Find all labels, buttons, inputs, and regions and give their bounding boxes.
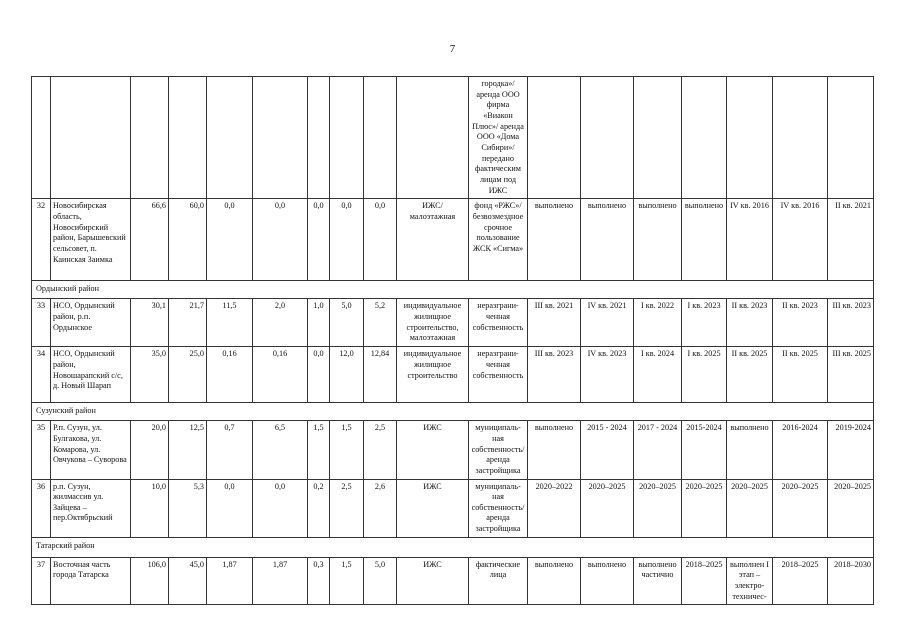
location-cell: НСО, Ордынский район, р.п. Ордынское — [51, 299, 131, 347]
value-cell: 60,0 — [169, 199, 207, 281]
location-cell: Восточная часть города Татарска — [51, 557, 131, 605]
value-cell: 66,6 — [131, 199, 169, 281]
stage-cell: выполнен I этап – электро-техничес- — [727, 557, 773, 605]
stage-cell: 2015 - 2024 — [581, 421, 634, 479]
value-cell: 5,0 — [364, 557, 397, 605]
stage-cell: III кв. 2023 — [528, 347, 581, 403]
value-cell: 12,5 — [169, 421, 207, 479]
section-row — [32, 281, 874, 299]
location-cell: НСО, Ордынский район, Новошарапский с/с, д. Новый Шарап — [51, 347, 131, 403]
stage-cell: I кв. 2024 — [634, 347, 682, 403]
stage-cell: 2020–2022 — [528, 479, 581, 537]
value-cell: 1,0 — [308, 299, 330, 347]
stage-cell: 2018–2030 — [828, 557, 874, 605]
table-row — [32, 347, 874, 403]
stage-cell: 2020–2025 — [727, 479, 773, 537]
value-cell: 0,0 — [330, 199, 364, 281]
value-cell: 11,5 — [207, 299, 253, 347]
value-cell: 2,0 — [253, 299, 308, 347]
value-cell: 0,0 — [207, 479, 253, 537]
value-cell: 0,3 — [308, 557, 330, 605]
stage-cell: 2020–2025 — [634, 479, 682, 537]
row-number: 34 — [32, 347, 51, 403]
value-cell: 1,5 — [308, 421, 330, 479]
stage-cell: I кв. 2022 — [634, 299, 682, 347]
stage-cell: II кв. 2025 — [727, 347, 773, 403]
land-status-cell: фактические лица — [469, 557, 528, 605]
row-number: 33 — [32, 299, 51, 347]
stage-cell: 2015-2024 — [682, 421, 727, 479]
location-cell: Р.п. Сузун, ул. Булгакова, ул. Комарова, ул. Овчукова – Суворова — [51, 421, 131, 479]
stage-cell: IV кв. 2023 — [581, 347, 634, 403]
stage-cell: IV кв. 2016 — [727, 199, 773, 281]
stage-cell: III кв. 2025 — [828, 347, 874, 403]
page-number: 7 — [449, 43, 456, 55]
value-cell: 5,0 — [330, 299, 364, 347]
table-row — [32, 299, 874, 347]
stage-cell: IV кв. 2021 — [581, 299, 634, 347]
stage-cell: 2020–2025 — [828, 479, 874, 537]
value-cell: 25,0 — [169, 347, 207, 403]
building-type-cell: ИЖС/ малоэтажная — [397, 199, 469, 281]
row-number: 32 — [32, 199, 51, 281]
value-cell: 0,2 — [308, 479, 330, 537]
value-cell: 0,0 — [207, 199, 253, 281]
building-type-cell: индивидуальное жилищное строительство, малоэтажная — [397, 299, 469, 347]
data-table — [31, 76, 874, 605]
value-cell: 0,16 — [207, 347, 253, 403]
value-cell: 2,5 — [330, 479, 364, 537]
stage-cell: III кв. 2023 — [828, 299, 874, 347]
table-row — [32, 479, 874, 537]
land-status-cell: муниципаль-ная собственность/ аренда застройщика — [469, 479, 528, 537]
value-cell: 1,5 — [330, 421, 364, 479]
table-row — [32, 557, 874, 605]
table-row — [32, 421, 874, 479]
value-cell: 5,2 — [364, 299, 397, 347]
stage-cell: II кв. 2023 — [773, 299, 828, 347]
stage-cell: II кв. 2021 — [828, 199, 874, 281]
building-type-cell: индивидуальное жилищное строительство — [397, 347, 469, 403]
value-cell: 0,16 — [253, 347, 308, 403]
building-type-cell: ИЖС — [397, 557, 469, 605]
building-type-cell: ИЖС — [397, 479, 469, 537]
stage-cell: выполнено — [634, 199, 682, 281]
stage-cell: выполнено — [682, 199, 727, 281]
stage-cell: выполнено — [528, 557, 581, 605]
value-cell: 10,0 — [131, 479, 169, 537]
value-cell: 12,0 — [330, 347, 364, 403]
building-type-cell: ИЖС — [397, 421, 469, 479]
value-cell: 12,84 — [364, 347, 397, 403]
value-cell: 35,0 — [131, 347, 169, 403]
table-row — [32, 199, 874, 281]
stage-cell: выполнено — [528, 199, 581, 281]
stage-cell: 2020–2025 — [773, 479, 828, 537]
row-number: 35 — [32, 421, 51, 479]
land-status-cell: фонд «РЖС»/ безвозмездное срочное пользование ЖСК «Сигма» — [469, 199, 528, 281]
stage-cell: II кв. 2023 — [727, 299, 773, 347]
section-row — [32, 403, 874, 421]
row-number: 37 — [32, 557, 51, 605]
section-title: Сузунский район — [32, 403, 874, 421]
stage-cell: выполнено — [727, 421, 773, 479]
stage-cell: II кв. 2025 — [773, 347, 828, 403]
stage-cell: 2020–2025 — [581, 479, 634, 537]
section-title: Ордынский район — [32, 281, 874, 299]
location-cell: Новосибирская область, Новосибирский район, Барышевский сельсовет, п. Каинская Заимка — [51, 199, 131, 281]
value-cell: 0,0 — [253, 479, 308, 537]
stage-cell: I кв. 2025 — [682, 347, 727, 403]
value-cell: 20,0 — [131, 421, 169, 479]
section-row — [32, 537, 874, 557]
stage-cell: 2019-2024 — [828, 421, 874, 479]
value-cell: 2,5 — [364, 421, 397, 479]
location-cell: р.п. Сузун, жилмассив ул. Зайцева – пер.Октябрьский — [51, 479, 131, 537]
stage-cell: I кв. 2023 — [682, 299, 727, 347]
land-status-cell: неразграни-ченная собственность — [469, 347, 528, 403]
stage-cell: выполнено — [528, 421, 581, 479]
value-cell: 0,0 — [364, 199, 397, 281]
value-cell: 0,0 — [308, 199, 330, 281]
stage-cell: выполнено — [581, 557, 634, 605]
stage-cell: 2016-2024 — [773, 421, 828, 479]
stage-cell: 2017 - 2024 — [634, 421, 682, 479]
value-cell: 30,1 — [131, 299, 169, 347]
value-cell: 45,0 — [169, 557, 207, 605]
land-status-cell: муниципаль-ная собственность/ аренда застройщика — [469, 421, 528, 479]
value-cell: 21,7 — [169, 299, 207, 347]
value-cell: 5,3 — [169, 479, 207, 537]
value-cell: 0,0 — [253, 199, 308, 281]
stage-cell: IV кв. 2016 — [773, 199, 828, 281]
value-cell: 0,7 — [207, 421, 253, 479]
value-cell: 106,0 — [131, 557, 169, 605]
row-number: 36 — [32, 479, 51, 537]
stage-cell: 2020–2025 — [682, 479, 727, 537]
stage-cell: 2018–2025 — [682, 557, 727, 605]
stage-cell: 2018–2025 — [773, 557, 828, 605]
value-cell: 6,5 — [253, 421, 308, 479]
value-cell: 0,0 — [308, 347, 330, 403]
table-row — [32, 77, 874, 199]
land-status-cell: неразграни-ченная собственность — [469, 299, 528, 347]
stage-cell: выполнено частично — [634, 557, 682, 605]
stage-cell: III кв. 2021 — [528, 299, 581, 347]
land-status-cell: городка»/ аренда ООО фирма «Виакон Плюс»/ аренда ООО «Дома Сибири»/ передано фактическим лицам под ИЖС — [469, 77, 528, 199]
value-cell: 1,87 — [207, 557, 253, 605]
value-cell: 1,5 — [330, 557, 364, 605]
value-cell: 2,6 — [364, 479, 397, 537]
stage-cell: выполнено — [581, 199, 634, 281]
section-title: Татарский район — [32, 537, 874, 557]
value-cell: 1,87 — [253, 557, 308, 605]
